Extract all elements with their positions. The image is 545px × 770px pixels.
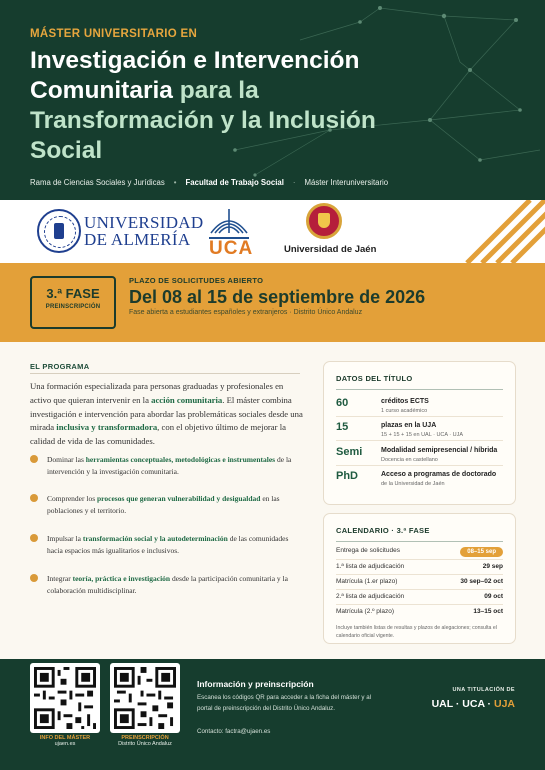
data-row bbox=[336, 446, 503, 464]
intro-text: Una formación especializada para personas graduadas y profesionales en activo que quieran intervenir en la bbox=[30, 381, 284, 405]
data-label: Modalidad semipresencial / híbrida bbox=[381, 447, 498, 454]
ual-wordmark bbox=[84, 214, 203, 248]
data-sub: 1 curso académico bbox=[381, 408, 428, 414]
bullet-pre: Integrar bbox=[47, 574, 73, 583]
title-line-2b: para la bbox=[179, 77, 259, 104]
data-value: 60 bbox=[336, 397, 349, 409]
calendar-value: 09 oct bbox=[484, 593, 503, 600]
bullet-dot-icon bbox=[30, 494, 38, 502]
ual-line-2: DE ALMERÍA bbox=[84, 230, 191, 249]
separator-dot: • bbox=[173, 178, 177, 187]
title-line-4: Social bbox=[30, 137, 103, 164]
divider bbox=[336, 559, 503, 560]
qr-caption-sub: ujaen.es bbox=[54, 741, 76, 747]
data-label: créditos ECTS bbox=[381, 398, 429, 405]
uja-wordmark: Universidad de Jaén bbox=[284, 244, 377, 255]
info-heading: Información y preinscripción bbox=[197, 679, 314, 689]
diagonal-stripes bbox=[435, 200, 545, 263]
bullet-text bbox=[47, 454, 300, 478]
meta-faculty: Facultad de Trabajo Social bbox=[185, 178, 284, 187]
title-line-1: Investigación e Intervención bbox=[30, 47, 360, 74]
qr-icon bbox=[34, 667, 96, 729]
divider bbox=[336, 574, 503, 575]
data-sub: Docencia en castellano bbox=[381, 457, 438, 463]
bullet-pre: Dominar las bbox=[47, 455, 86, 464]
bullet-highlight: teoría, práctica e investigación bbox=[72, 574, 171, 583]
bullet-dot-icon bbox=[30, 574, 38, 582]
divider bbox=[336, 389, 503, 390]
calendar-label: 1.ª lista de adjudicación bbox=[336, 563, 405, 570]
divider bbox=[30, 373, 300, 374]
calendar-value: 30 sep–02 oct bbox=[460, 578, 503, 585]
calendar-row bbox=[336, 578, 503, 585]
bullet-pre: Comprender los bbox=[47, 494, 97, 503]
qr-caption-sub: Distrito Único Andaluz bbox=[118, 741, 172, 747]
qr-code-master-info[interactable] bbox=[30, 663, 100, 733]
qr-icon bbox=[114, 667, 176, 729]
phase-note: Fase abierta a estudiantes españoles y extranjeros · Distrito Único Andaluz bbox=[129, 309, 363, 316]
phase-sublabel: PREINSCRIPCIÓN bbox=[45, 304, 101, 310]
phase-kicker: PLAZO DE SOLICITUDES ABIERTO bbox=[129, 276, 264, 285]
phase-badge bbox=[30, 276, 116, 329]
bullet-post: de la intervención y la investigación comunitaria. bbox=[47, 455, 292, 476]
uca-wordmark: UCA bbox=[209, 238, 254, 259]
brand-mark bbox=[432, 698, 515, 710]
divider bbox=[336, 465, 503, 466]
uja-seal-icon bbox=[306, 203, 342, 239]
ual-logo[interactable] bbox=[37, 209, 203, 253]
intro-highlight: acción comunitaria bbox=[151, 394, 223, 405]
data-value: 15 bbox=[336, 421, 349, 433]
program-kicker: MÁSTER UNIVERSITARIO EN bbox=[30, 28, 198, 40]
list-item bbox=[30, 493, 300, 517]
data-sub: de la Universidad de Jaén bbox=[381, 481, 445, 487]
phase-label: 3.ª FASE bbox=[46, 286, 100, 301]
calendar-card bbox=[323, 513, 516, 644]
data-row bbox=[336, 397, 503, 415]
bullet-post: de las comunidades hacia espacios más igualitarios e inclusivos. bbox=[47, 534, 289, 555]
bullet-highlight: herramientas conceptuales, metodológicas e instrumentales bbox=[85, 455, 276, 464]
list-item bbox=[30, 573, 300, 597]
meta-type: Máster Interuniversitario bbox=[304, 178, 389, 187]
program-intro bbox=[30, 380, 306, 449]
bullet-post: desde la participación comunitaria y la colaboración multidisciplinar. bbox=[47, 574, 288, 595]
footer bbox=[0, 659, 545, 770]
calendar-label: 2.ª lista de adjudicación bbox=[336, 593, 405, 600]
bullet-post: en las poblaciones y el territorio. bbox=[47, 494, 280, 515]
divider bbox=[336, 440, 503, 441]
calendar-value: 29 sep bbox=[482, 563, 503, 570]
calendar-value: 13–15 oct bbox=[473, 608, 503, 615]
data-sub: 15 + 15 + 15 en UAL · UCA · UJA bbox=[381, 432, 464, 438]
university-logos bbox=[0, 200, 545, 263]
calendar-label: Matrícula (2.º plazo) bbox=[336, 608, 395, 615]
brand-partners: UAL · UCA · bbox=[431, 698, 494, 710]
separator-dot: · bbox=[292, 178, 296, 187]
uca-emblem-icon bbox=[203, 205, 255, 237]
data-label: Acceso a programas de doctorado bbox=[381, 471, 497, 478]
title-line-2 bbox=[30, 76, 510, 106]
calendar-row bbox=[336, 547, 503, 557]
bullet-text bbox=[47, 493, 300, 517]
divider bbox=[336, 589, 503, 590]
bullet-dot-icon bbox=[30, 455, 38, 463]
bullet-dot-icon bbox=[30, 534, 38, 542]
bullet-highlight: procesos que generan vulnerabilidad y desigualdad bbox=[97, 494, 261, 503]
calendar-row bbox=[336, 608, 503, 615]
calendar-note: Incluye también listas de resultas y plazos de alegaciones; consulta el calendario oficial vigente. bbox=[336, 625, 497, 639]
divider bbox=[336, 541, 503, 542]
data-value: PhD bbox=[336, 470, 358, 482]
qr-caption bbox=[100, 735, 190, 747]
card-heading: DATOS DEL TÍTULO bbox=[336, 374, 413, 383]
program-heading: EL PROGRAMA bbox=[30, 362, 90, 371]
qr-caption-title: PREINSCRIPCIÓN bbox=[121, 735, 169, 741]
ual-seal-icon bbox=[37, 209, 81, 253]
intro-text: , con el objetivo último de mejorar la calidad de vida de las comunidades. bbox=[30, 422, 286, 447]
phase-dates: Del 08 al 15 de septiembre de 2026 bbox=[129, 287, 426, 307]
divider bbox=[336, 416, 503, 417]
uca-logo[interactable] bbox=[203, 205, 255, 257]
header-banner bbox=[0, 0, 545, 200]
title-data-card bbox=[323, 361, 516, 505]
intro-text: . El máster combina investigación e intervención para abordar las problemáticas sociales desde una mirada bbox=[30, 394, 303, 433]
data-label: plazas en la UJA bbox=[381, 422, 437, 429]
divider bbox=[336, 604, 503, 605]
list-item bbox=[30, 454, 300, 478]
brand-kicker: UNA TITULACIÓN DE bbox=[452, 687, 515, 693]
bullet-highlight: transformación social y la autodeterminación bbox=[82, 534, 228, 543]
card-heading: CALENDARIO · 3.ª FASE bbox=[336, 526, 430, 535]
calendar-row bbox=[336, 563, 503, 570]
brand-uja: UJA bbox=[493, 698, 515, 710]
list-item bbox=[30, 533, 300, 557]
meta-line bbox=[30, 178, 388, 187]
title-line-3: Transformación y la Inclusión bbox=[30, 107, 376, 134]
phase-band bbox=[0, 263, 545, 342]
bullet-text bbox=[47, 573, 300, 597]
intro-highlight: inclusiva y transformadora bbox=[56, 422, 158, 433]
ual-line-1: UNIVERSIDAD bbox=[84, 213, 204, 232]
data-value: Semi bbox=[336, 446, 363, 458]
bullet-pre: Impulsar la bbox=[47, 534, 83, 543]
qr-caption-title: INFO DEL MÁSTER bbox=[39, 735, 91, 741]
qr-code-preinscription[interactable] bbox=[110, 663, 180, 733]
bullet-text bbox=[47, 533, 300, 557]
qr-caption bbox=[20, 735, 110, 747]
title-line-2a: Comunitaria bbox=[30, 77, 180, 104]
data-row bbox=[336, 470, 503, 488]
info-text: Escanea los códigos QR para acceder a la ficha del máster y al portal de preinscripción del Distrito Único Andaluz. bbox=[197, 694, 372, 712]
contact-email[interactable]: Contacto: factra@ujaen.es bbox=[197, 728, 271, 735]
page-title bbox=[30, 46, 510, 166]
calendar-row bbox=[336, 593, 503, 600]
uja-logo[interactable] bbox=[284, 203, 377, 261]
calendar-label: Matrícula (1.er plazo) bbox=[336, 578, 398, 585]
meta-branch: Rama de Ciencias Sociales y Jurídicas bbox=[30, 178, 165, 187]
calendar-highlight-badge: 08–15 sep bbox=[460, 547, 503, 557]
data-row bbox=[336, 421, 503, 439]
calendar-label: Entrega de solicitudes bbox=[336, 547, 400, 554]
